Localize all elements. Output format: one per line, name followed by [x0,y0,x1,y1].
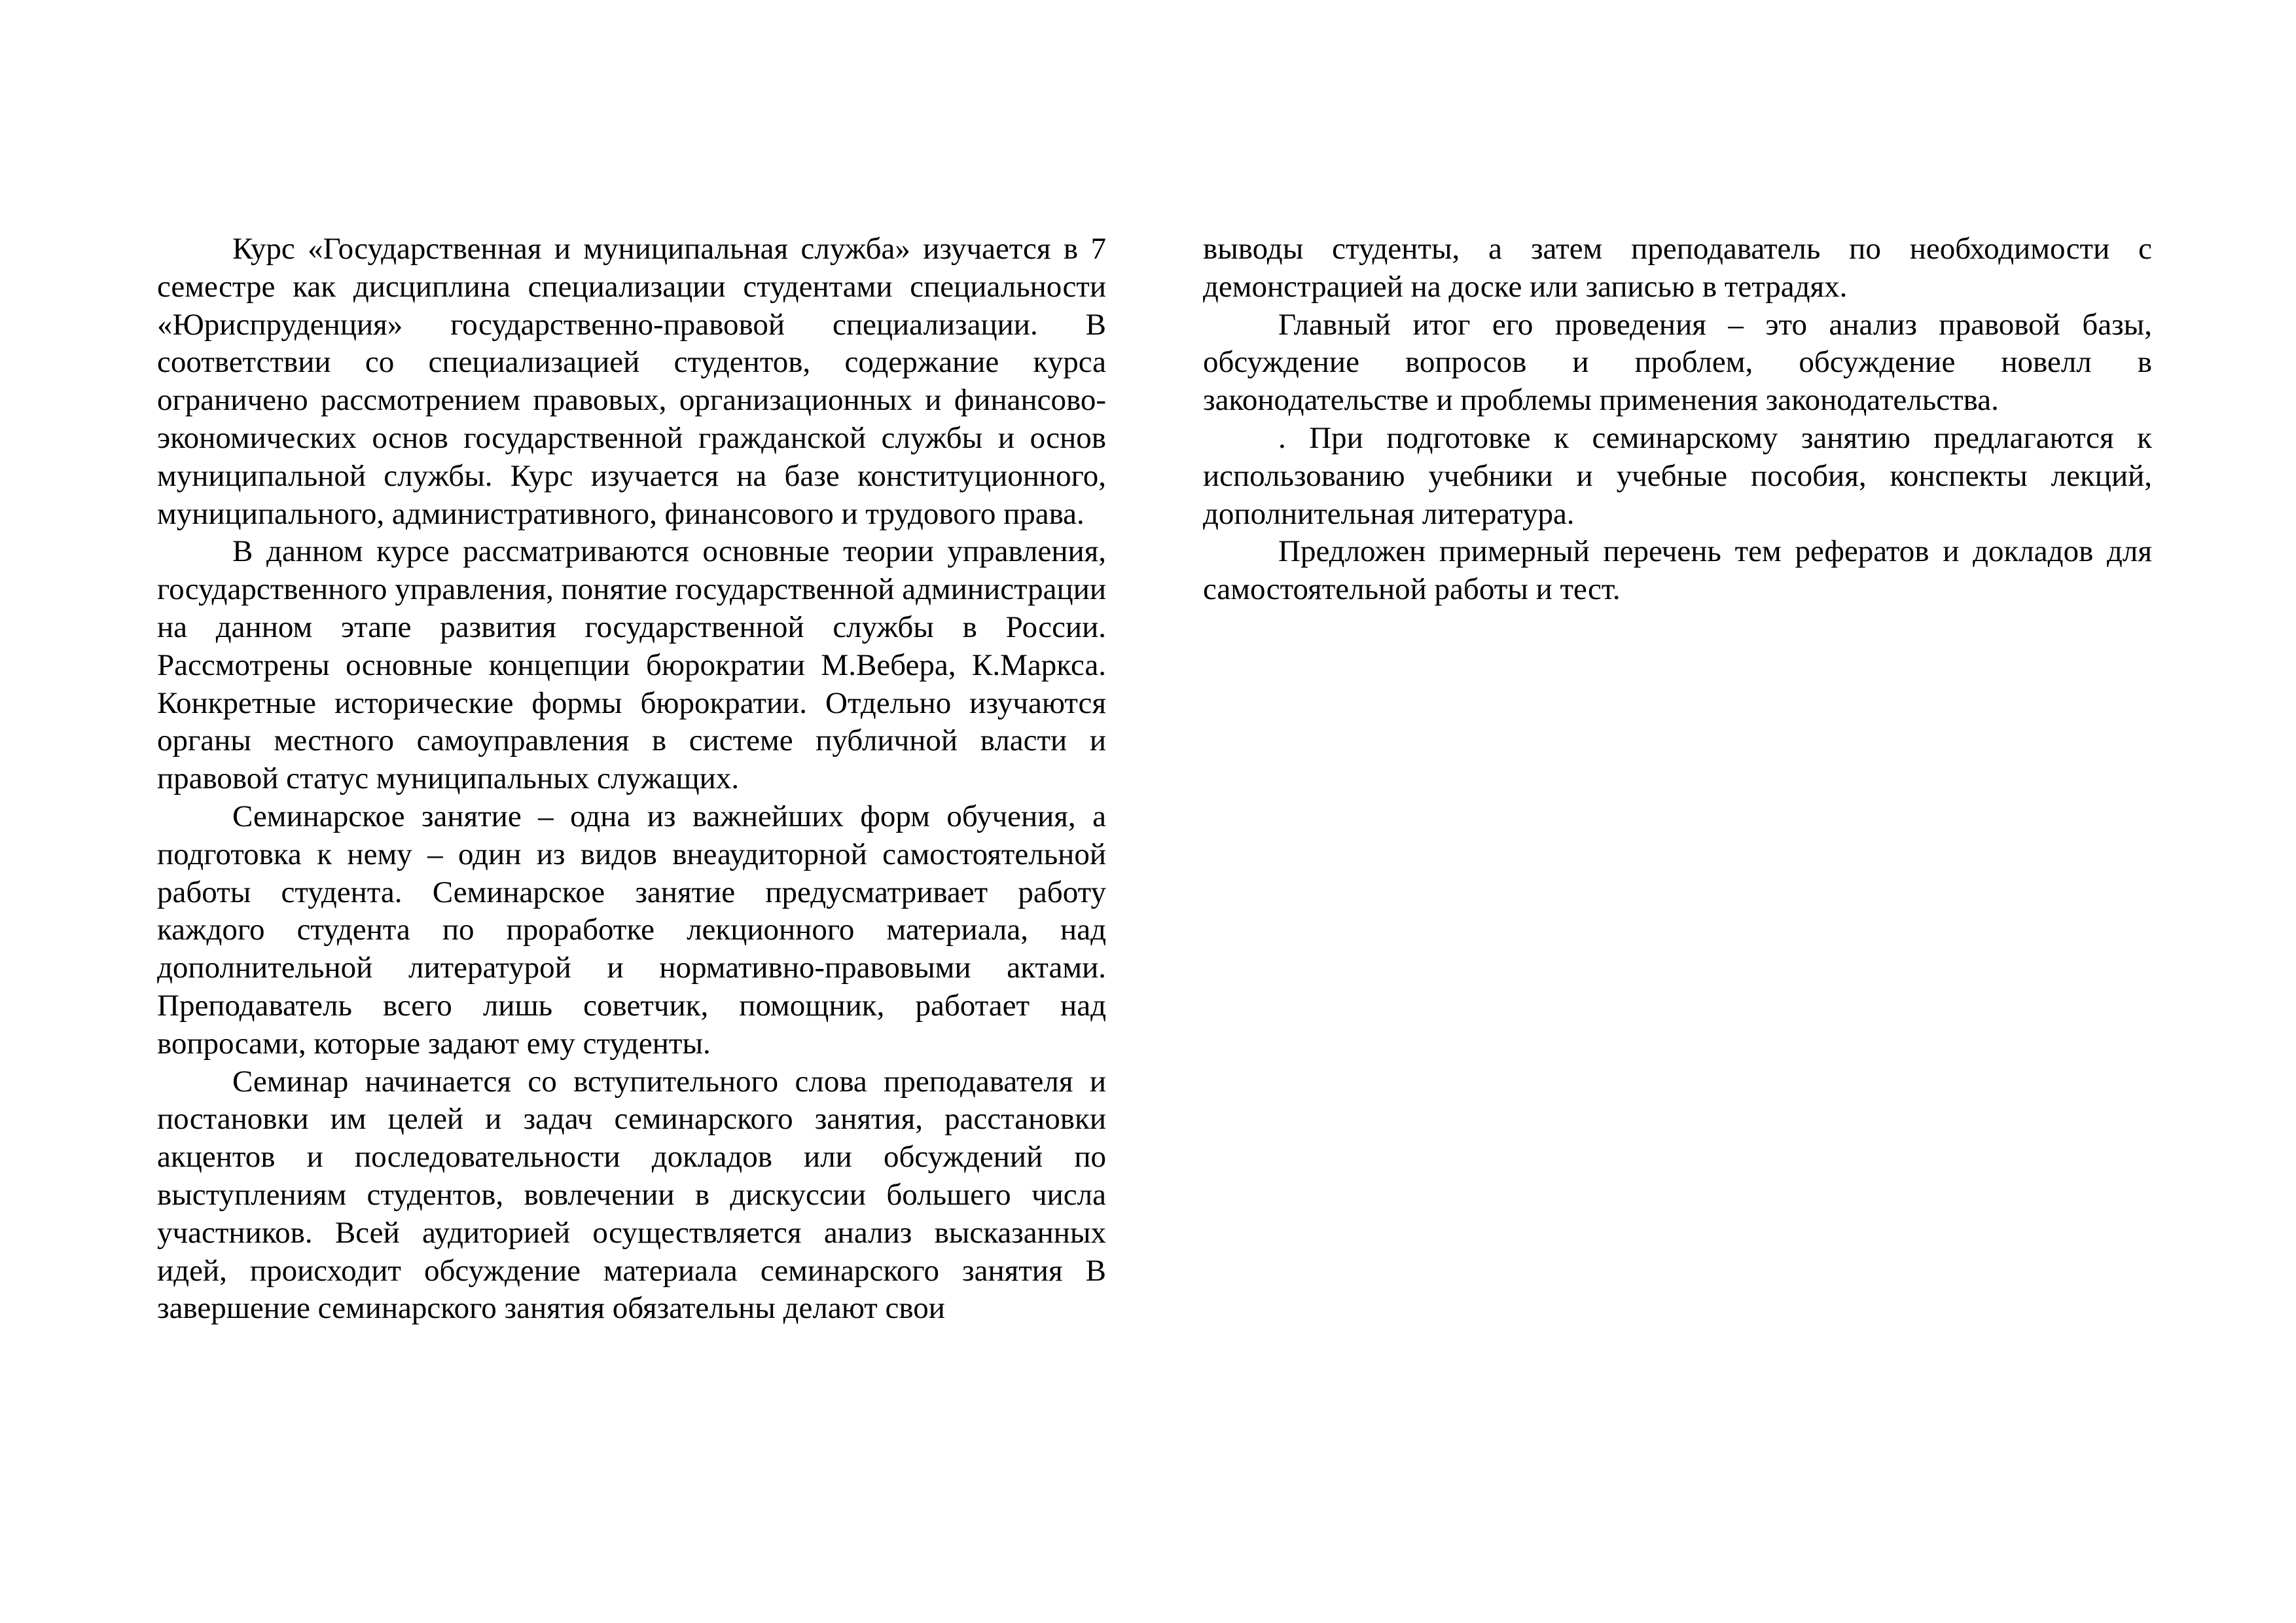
paragraph-main-result: Главный итог его проведения – это анализ правовой базы, обсуждение вопросов и проблем, обсуждение новелл в законодательстве и проблемы применения законодательства. [1203,307,2152,418]
paragraph-preparation-materials: . При подготовке к семинарскому занятию предлагаются к использованию учебники и учебные пособия, конспекты лекций, дополнительная литература. [1203,420,2152,531]
paragraph-course-intro: Курс «Государственная и муниципальная служба» изучается в 7 семестре как дисциплина специализации студентами специальности «Юриспруденция» государственно-правовой специализации. В соответствии со специализацией студентов, содержание курса ограничено рассмотрением правовых, организационных и финансово-экономических основ государственной гражданской службы и основ муниципальной службы. Курс изучается на базе конституционного, муниципального, административного, финансового и трудового права. [157,232,1106,531]
right-column [1203,230,2152,609]
left-column [157,230,1106,1328]
paragraph-topics-list: Предложен примерный перечень тем рефератов и докладов для самостоятельной работы и тест. [1203,534,2152,607]
paragraph-seminar-procedure: Семинар начинается со вступительного слова преподавателя и постановки им целей и задач семинарского занятия, расстановки акцентов и последовательности докладов или обсуждений по выступлениям студентов, вовлечении в дискуссии большего числа участников. Всей аудиторией осуществляется анализ высказанных идей, происходит обсуждение материала семинарского занятия В завершение семинарского занятия обязательны делают свои [157,1064,1106,1326]
paragraph-course-content: В данном курсе рассматриваются основные теории управления, государственного управления, понятие государственной администрации на данном этапе развития государственной службы в России. Рассмотрены основные концепции бюрократии М.Вебера, К.Маркса. Конкретные исторические формы бюрократии. Отдельно изучаются органы местного самоуправления в системе публичной власти и правовой статус муниципальных служащих. [157,534,1106,796]
paragraph-seminar-definition: Семинарское занятие – одна из важнейших форм обучения, а подготовка к нему – один из видов внеаудиторной самостоятельной работы студента. Семинарское занятие предусматривает работу каждого студента по проработке лекционного материала, над дополнительной литературой и нормативно-правовыми актами. Преподаватель всего лишь советчик, помощник, работает над вопросами, которые задают ему студенты. [157,799,1106,1061]
paragraph-seminar-conclusion-continued: выводы студенты, а затем преподаватель по необходимости с демонстрацией на доске или записью в тетрадях. [1203,232,2152,304]
